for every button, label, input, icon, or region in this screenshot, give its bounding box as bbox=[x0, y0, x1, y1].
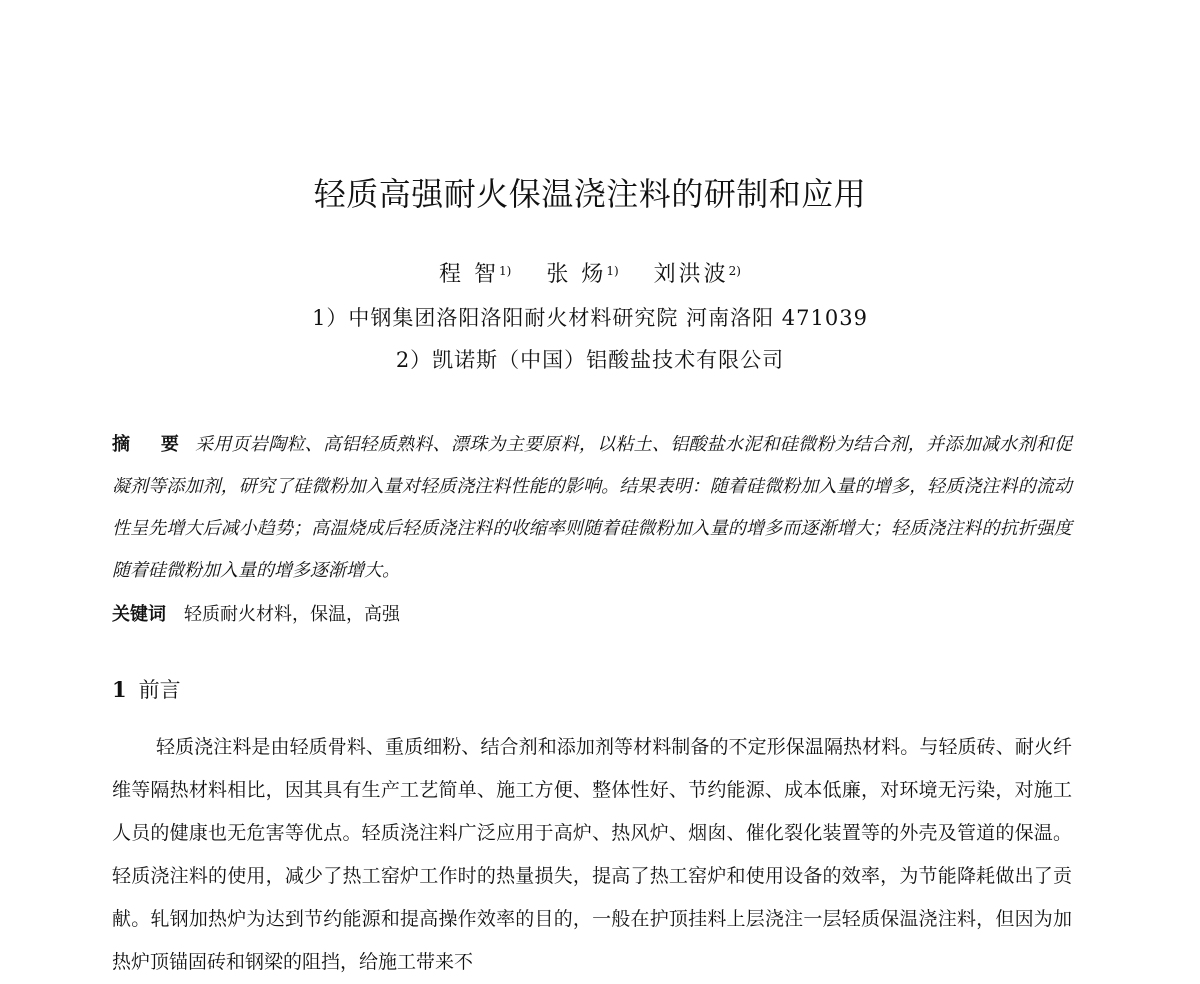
abstract bbox=[112, 424, 1072, 592]
author-1 bbox=[439, 258, 511, 292]
affiliation-1: 1）中钢集团洛阳洛阳耐火材料研究院 河南洛阳 471039 bbox=[312, 306, 868, 330]
keywords-label: 关键词 bbox=[112, 604, 166, 625]
author-3 bbox=[654, 258, 741, 292]
body-paragraph: 轻质浇注料是由轻质骨料、重质细粉、结合剂和添加剂等材料制备的不定形保温隔热材料。与轻质砖、耐火纤维等隔热材料相比，因其具有生产工艺简单、施工方便、整体性好、节约能源、成本低廉，对环境无污染，对施工人员的健康也无危害等优点。轻质浇注料广泛应用于高炉、热风炉、烟囱、催化裂化装置等的外壳及管道的保温。轻质浇注料的使用，减少了热工窑炉工作时的热量损失，提高了热工窑炉和使用设备的效率，为节能降耗做出了贡献。轧钢加热炉为达到节约能源和提高操作效率的目的，一般在护顶挂料上层浇注一层轻质保温浇注料，但因为加热炉顶锚固砖和钢梁的阻挡，给施工带来不 bbox=[112, 736, 1072, 973]
affiliation-mark: 1) bbox=[499, 264, 512, 278]
paper-title: 轻质高强耐火保温浇注料的研制和应用 bbox=[313, 175, 867, 213]
author-name: 程 智 bbox=[439, 262, 499, 287]
author-2 bbox=[546, 258, 618, 292]
section-heading bbox=[112, 672, 181, 708]
keywords-text: 轻质耐火材料，保温，高强 bbox=[184, 604, 400, 625]
affiliation-2: 2）凯诺斯（中国）铝酸盐技术有限公司 bbox=[395, 348, 785, 372]
author-name: 刘洪波 bbox=[653, 262, 729, 287]
section-number: 1 bbox=[112, 677, 127, 702]
abstract-label: 摘 要 bbox=[112, 434, 192, 455]
author-list bbox=[0, 258, 1180, 292]
section-title: 前言 bbox=[138, 678, 181, 702]
affiliation-mark: 2) bbox=[728, 264, 741, 278]
abstract-text: 采用页岩陶粒、高铝轻质熟料、漂珠为主要原料，以粘土、铝酸盐水泥和硅微粉为结合剂，并添加减水剂和促凝剂等添加剂，研究了硅微粉加入量对轻质浇注料性能的影响。结果表明：随着硅微粉加入量的增多，轻质浇注料的流动性呈先增大后减小趋势；高温烧成后轻质浇注料的收缩率则随着硅微粉加入量的增多而逐渐增大；轻质浇注料的抗折强度随着硅微粉加入量的增多逐渐增大。 bbox=[112, 434, 1072, 581]
keywords bbox=[112, 596, 1072, 634]
affiliation-mark: 1) bbox=[606, 264, 619, 278]
author-name: 张 炀 bbox=[546, 262, 607, 287]
